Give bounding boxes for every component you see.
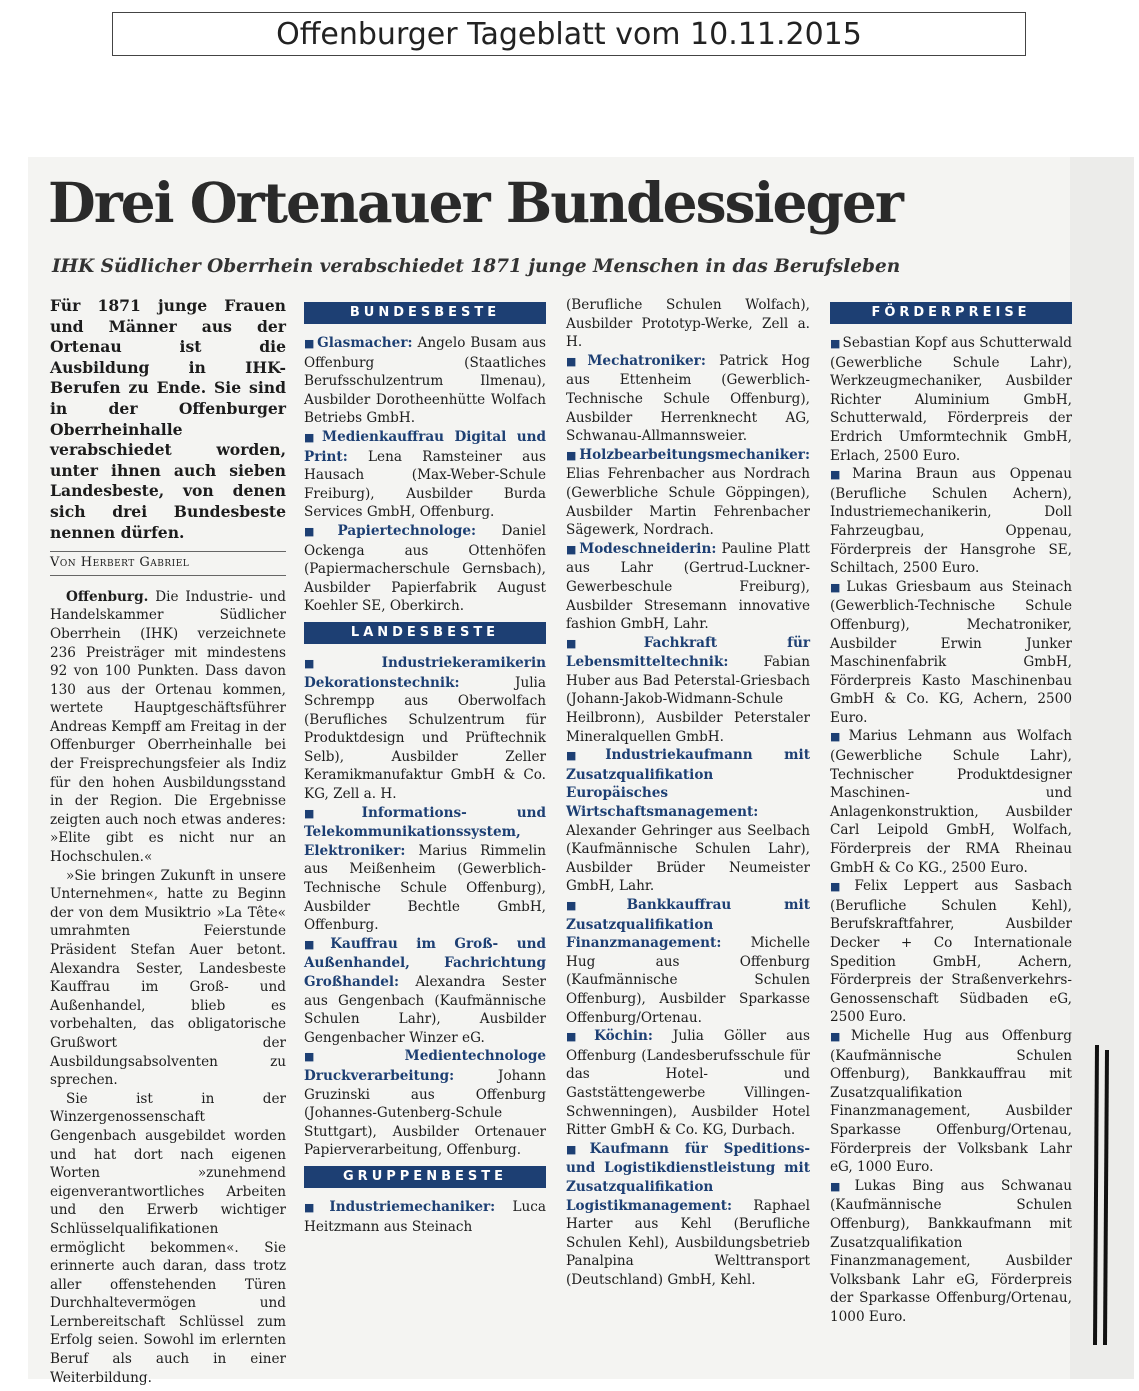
dateline: Offenburg.: [66, 588, 149, 605]
entry-text: Michelle Hug aus Offenburg (Kaufmännische Schulen Offenburg), Bankkauffrau mit Zusatzqualifikation Finanzmanagement, Ausbilder Sparkasse Offenburg/Ortenau, Förderpreis der Volksbank Lahr eG, 1000 Euro.: [830, 1027, 1072, 1176]
bullet-square-icon: [830, 1178, 855, 1194]
entry-profession: ■ Medienkauffrau Digital und Print:: [304, 429, 546, 465]
foerderpreis-entry: [830, 578, 1072, 728]
entry-profession: ■ Köchin:: [566, 1028, 653, 1044]
landesbeste-list: [304, 654, 546, 1160]
entry-profession: ■ Kauffrau im Groß- und Außenhandel, Fachrichtung Großhandel:: [304, 936, 546, 990]
list-entry: [304, 334, 546, 428]
entry-profession: ■ Papiertechnologe:: [304, 523, 476, 539]
bundesbeste-list: [304, 334, 546, 616]
foerderpreis-entry: [830, 727, 1072, 877]
headline: Drei Ortenauer Bundessieger: [48, 170, 902, 235]
entry-text: Felix Leppert aus Sasbach (Berufliche Schulen Kehl), Berufskraftfahrer, Ausbilder Decker + Co Internationale Spedition GmbH, Achern, Förderpreis der Straßenverkehrs-Genossenschaft Südbaden eG, 2500 Euro.: [830, 878, 1072, 1026]
gruppenbeste-list: [566, 352, 810, 1290]
list-entry: [304, 935, 546, 1048]
list-entry: [566, 446, 810, 540]
foerderpreis-entry: [830, 877, 1072, 1027]
bullet-square-icon: [830, 1028, 851, 1044]
list-entry: [566, 1027, 810, 1140]
list-entry: [304, 1047, 546, 1160]
list-entry: [304, 654, 546, 804]
section-head-landesbeste: LANDESBESTE: [304, 622, 546, 644]
article-column-3: [566, 296, 810, 1371]
source-caption: Offenburger Tageblatt vom 10.11.2015: [276, 16, 862, 52]
entry-text: Angelo Busam aus Offenburg (Staatliches Berufsschulzentrum Ilmenau), Ausbilder Dorotheenhütte Wolfach Betriebs GmbH.: [304, 335, 546, 427]
body-paragraph-3: Sie ist in der Winzergenossenschaft Gengenbach ausgebildet worden und hat dort nach eigenen Worten »zunehmend eigenverantwortliches Arbeiten und den Erwerb wichtiger Schlüsselqualifikationen ermöglicht bekommen«. Sie erinnerte auch daran, dass trotz aller offenstehenden Türen Durchhaltevermögen und Lernbereitschaft Schlüssel zum Erfolg seien. Sowohl im erlernten Beruf als auch in einer Weiterbildung.: [50, 1090, 286, 1386]
entry-text: Julia Schrempp aus Oberwolfach (Berufliches Schulzentrum für Produktdesign und Prüftechnik Selb), Ausbilder Zeller Keramikmanufaktur GmbH & Co. KG, Zell a. H.: [304, 674, 546, 803]
entry-text: Johann Gruzinski aus Offenburg (Johannes-Gutenberg-Schule Stuttgart), Ausbilder Ortenauer Papierverarbeitung, Offenburg.: [304, 1067, 546, 1159]
body-paragraph-1: [50, 588, 286, 867]
list-entry: [304, 804, 546, 935]
foerderpreis-entry: [830, 1177, 1072, 1327]
list-entry: [304, 428, 546, 522]
entry-profession: ■ Fachkraft für Lebensmitteltechnik:: [566, 635, 810, 671]
gruppenbeste-entry: [304, 1198, 546, 1236]
entry-text: Lena Ramsteiner aus Hausach (Max-Weber-Schule Freiburg), Ausbilder Burda Services GmbH, Offenburg.: [304, 448, 546, 521]
article-column-4: [830, 296, 1072, 1371]
entry-profession: ■ Mechatroniker:: [566, 353, 706, 369]
entry-text: Fabian Huber aus Bad Peterstal-Griesbach (Johann-Jakob-Widmann-Schule Heilbronn), Ausbilder Peterstaler Mineralquellen GmbH.: [566, 654, 810, 745]
entry-profession: ■ Industriemechaniker:: [304, 1199, 495, 1215]
bullet-square-icon: [830, 878, 854, 894]
entry-text: Marina Braun aus Oppenau (Berufliche Schulen Achern), Industriemechanikerin, Doll Fahrzeugbau, Oppenau, Förderpreis der Hansgrohe SE, Schiltach, 2500 Euro.: [830, 466, 1072, 577]
margin-marker-lines: [1092, 1045, 1112, 1345]
subheadline: IHK Südlicher Oberrhein verabschiedet 1871 junge Menschen in das Berufsleben: [52, 256, 901, 277]
foerderpreise-list: [830, 334, 1072, 1326]
list-entry: [566, 896, 810, 1027]
entry-profession: ■ Industriekaufmann mit Zusatzqualifikation Europäisches Wirtschaftsmanagement:: [566, 747, 810, 820]
entry-text: Pauline Platt aus Lahr (Gertrud-Luckner-Gewerbeschule Freiburg), Ausbilder Stresemann innovative fashion GmbH, Lahr.: [566, 540, 810, 633]
list-entry: [566, 746, 810, 896]
entry-profession: ■ Modeschneiderin:: [566, 541, 716, 557]
entry-text: Julia Göller aus Offenburg (Landesberufsschule für das Hotel- und Gaststättengewerbe Villingen-Schwenningen), Ausbilder Hotel Ritter GmbH & Co. KG, Durbach.: [566, 1028, 810, 1139]
bullet-square-icon: [830, 728, 849, 744]
list-entry: [566, 1140, 810, 1290]
section-head-gruppenbeste: GRUPPENBESTE: [304, 1166, 546, 1188]
entry-profession: ■ Medientechnologe Druckverarbeitung:: [304, 1048, 546, 1084]
foerderpreis-entry: [830, 465, 1072, 578]
section-head-bundesbeste: BUNDESBESTE: [304, 302, 546, 324]
bullet-square-icon: [830, 335, 843, 351]
entry-text: Sebastian Kopf aus Schutterwald (Gewerbliche Schule Lahr), Werkzeugmechaniker, Ausbilder Richter Aluminium GmbH, Schutterwald, Förderpreis der Erdrich Umformtechnik GmbH, Erlach, 2500 Euro.: [830, 335, 1072, 464]
entry-text: Patrick Hog aus Ettenheim (Gewerblich-Technische Schule Offenburg), Ausbilder Herrenknecht AG, Schwanau-Allmannsweier.: [566, 352, 810, 445]
entry-text: Marius Rimmelin aus Meißenheim (Gewerblich-Technische Schule Offenburg), Ausbilder Bechtle GmbH, Offenburg.: [304, 842, 546, 934]
lead-paragraph: Für 1871 junge Frauen und Männer aus der Ortenau ist die Ausbildung in IHK-Berufen zu Ende. Sie sind in der Offenburger Oberrheinhalle verabschiedet worden, unter ihnen auch sieben Landesbeste, von denen sich drei Bundesbeste nennen dürfen.: [50, 296, 286, 542]
source-caption-box: [112, 12, 1026, 56]
entry-profession: ■ Industriekeramikerin Dekorationstechnik:: [304, 655, 546, 691]
entry-profession: ■ Informations- und Telekommunikationssystem, Elektroniker:: [304, 805, 546, 859]
entry-text: Lukas Griesbaum aus Steinach (Gewerblich-Technische Schule Offenburg), Mechatroniker, Ausbilder Erwin Junker Maschinenfabrik GmbH, Förderpreis Kasto Maschinenbau GmbH & Co. KG, Achern, 2500 Euro.: [830, 578, 1072, 726]
body-paragraph-2: »Sie bringen Zukunft in unsere Unternehmen«, hatte zu Beginn der von dem Musiktrio »La Tête« umrahmten Feierstunde Präsident Stefan Auer betont. Alexandra Sester, Landesbeste Kauffrau im Groß- und Außenhandel, blieb es vorbehalten, das obligatorische Grußwort der Ausbildungsabsolventen zu sprechen.: [50, 867, 286, 1089]
entry-profession: ■ Kaufmann für Speditions- und Logistikdienstleistung mit Zusatzqualifikation Logistikmanagement:: [566, 1141, 810, 1214]
list-entry: [304, 522, 546, 616]
entry-text: Elias Fehrenbacher aus Nordrach (Gewerbliche Schule Göppingen), Ausbilder Martin Fehrenbacher Sägewerk, Nordrach.: [566, 466, 810, 539]
entry-text: Raphael Harter aus Kehl (Berufliche Schulen Kehl), Ausbildungsbetrieb Panalpina Welttransport (Deutschland) GmbH, Kehl.: [566, 1197, 810, 1288]
entry-text: Marius Lehmann aus Wolfach (Gewerbliche Schule Lahr), Technischer Produktdesigner Maschinen- und Anlagenkonstruktion, Ausbilder Carl Leipold GmbH, Wolfach, Förderpreis der RMA Rheinau GmbH & Co KG., 2500 Euro.: [830, 728, 1072, 876]
entry-text: Luca Heitzmann aus Steinach: [304, 1198, 546, 1235]
entry-text: Michelle Hug aus Offenburg (Kaufmännische Schulen Offenburg), Ausbilder Sparkasse Offenburg/Ortenau.: [566, 935, 810, 1026]
article-column-1: [50, 296, 286, 1386]
entry-text: Daniel Ockenga aus Ottenhöfen (Papiermacherschule Gernsbach), Ausbilder Papierfabrik August Koehler SE, Oberkirch.: [304, 522, 546, 615]
entry-text: Lukas Bing aus Schwanau (Kaufmännische Schulen Offenburg), Bankkaufmann mit Zusatzqualifikation Finanzmanagement, Ausbilder Volksbank Lahr eG, Förderpreis der Sparkasse Offenburg/Ortenau, 1000 Euro.: [830, 1177, 1072, 1325]
entry-profession: ■ Glasmacher:: [304, 335, 413, 351]
entry-text: Alexandra Sester aus Gengenbach (Kaufmännische Schulen Lahr), Ausbilder Gengenbacher Winzer eG.: [304, 974, 546, 1046]
continuation-text: (Berufliche Schulen Wolfach), Ausbilder Prototyp-Werke, Zell a. H.: [566, 297, 810, 351]
section-head-foerderpreise: FÖRDERPREISE: [830, 302, 1072, 324]
bullet-square-icon: [830, 579, 846, 595]
entry-profession: ■ Holzbearbeitungsmechaniker:: [566, 447, 810, 463]
body-paragraph-1-text: Die Industrie- und Handelskammer Südlicher Oberrhein (IHK) verzeichnete 236 Preisträger mit mindestens 92 von 100 Punkten. Dass davon 130 aus der Ortenau kommen, wertete Hauptgeschäftsführer Andreas Kempff am Freitag in der Offenburger Oberrheinhalle bei der Freisprechungsfeier als Indiz für den hohen Ausbildungsstand in der Region. Die Ergebnisse zeigten auch noch etwas anderes: »Elite gibt es nicht nur an Hochschulen.«: [50, 588, 286, 866]
article-column-2: [304, 296, 546, 1371]
foerderpreis-entry: [830, 1027, 1072, 1177]
foerderpreis-entry: [830, 334, 1072, 465]
list-entry: [566, 352, 810, 446]
entry-profession: ■ Bankkauffrau mit Zusatzqualifikation Finanzmanagement:: [566, 897, 810, 951]
list-entry: [566, 634, 810, 747]
list-entry: [566, 540, 810, 634]
entry-text: Alexander Gehringer aus Seelbach (Kaufmännische Schulen Lahr), Ausbilder Brüder Neumeister GmbH, Lahr.: [566, 822, 810, 895]
bullet-square-icon: [830, 466, 852, 482]
byline: Von Herbert Gabriel: [50, 551, 286, 576]
